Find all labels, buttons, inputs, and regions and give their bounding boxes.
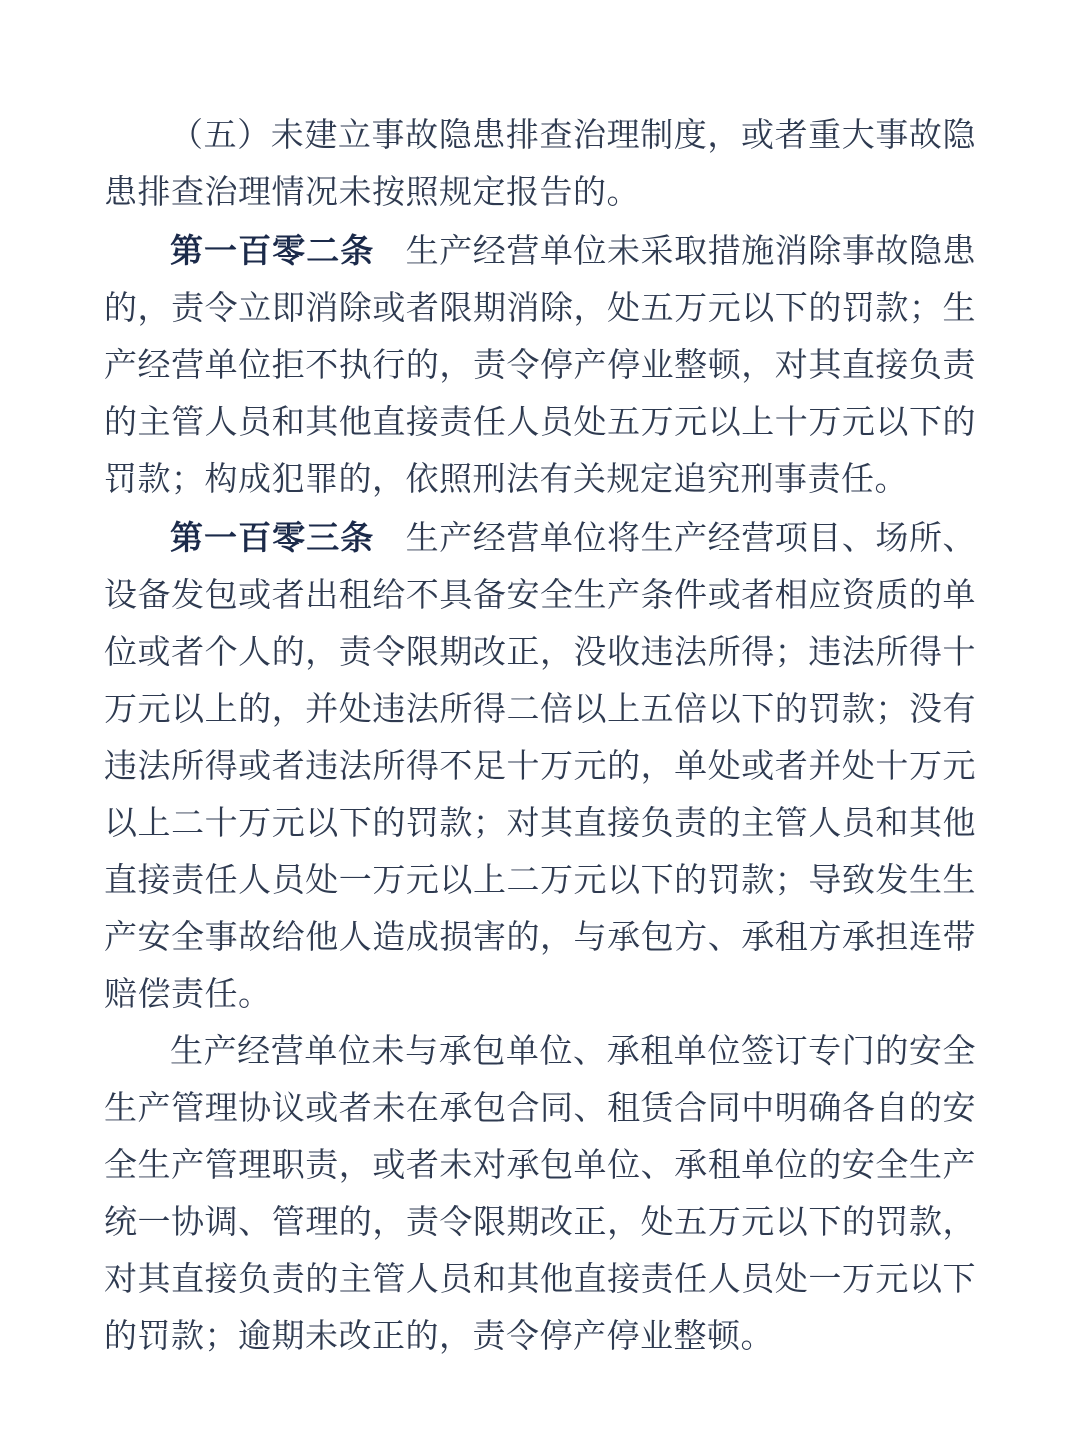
paragraph-text: （五）未建立事故隐患排查治理制度，或者重大事故隐患排查治理情况未按照规定报告的。 bbox=[104, 118, 976, 211]
clause-item-5 bbox=[104, 108, 976, 222]
paragraph-text: 生产经营单位将生产经营项目、场所、设备发包或者出租给不具备安全生产条件或者相应资质的单位或者个人的，责令限期改正，没收违法所得；违法所得十万元以上的，并处违法所得二倍以上五倍以下的罚款；没有违法所得或者违法所得不足十万元的，单处或者并处十万元以上二十万元以下的罚款；对其直接负责的主管人员和其他直接责任人员处一万元以上二万元以下的罚款；导致发生生产安全事故给他人造成损害的，与承包方、承租方承担连带赔偿责任。 bbox=[104, 521, 977, 1013]
article-102 bbox=[104, 222, 976, 509]
paragraph-text: 生产经营单位未与承包单位、承租单位签订专门的安全生产管理协议或者未在承包合同、租赁合同中明确各自的安全生产管理职责，或者未对承包单位、承租单位的安全生产统一协调、管理的，责令限期改正，处五万元以下的罚款，对其直接负责的主管人员和其他直接责任人员处一万元以下的罚款；逾期未改正的，责令停产停业整顿。 bbox=[104, 1034, 976, 1355]
article-103 bbox=[104, 509, 976, 1024]
article-103-paragraph-2 bbox=[104, 1024, 976, 1366]
article-number: 第一百零三条 bbox=[170, 519, 375, 556]
text-block bbox=[104, 108, 976, 1366]
article-number: 第一百零二条 bbox=[170, 232, 375, 269]
paragraph-text: 生产经营单位未采取措施消除事故隐患的，责令立即消除或者限期消除，处五万元以下的罚款；生产经营单位拒不执行的，责令停产停业整顿，对其直接负责的主管人员和其他直接责任人员处五万元以上十万元以下的罚款；构成犯罪的，依照刑法有关规定追究刑事责任。 bbox=[104, 234, 977, 498]
